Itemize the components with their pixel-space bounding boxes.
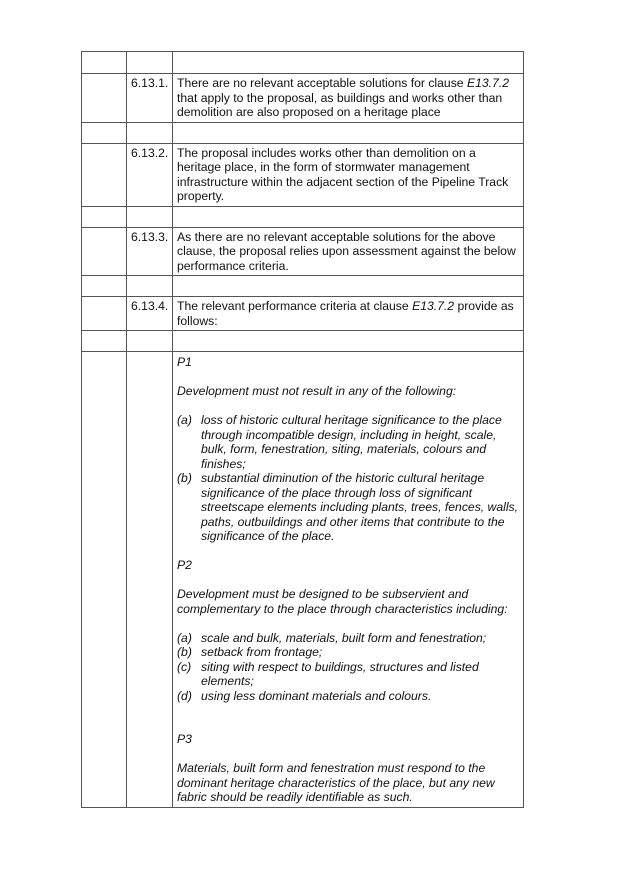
spacer-row [82, 52, 524, 74]
spacer-row [82, 331, 524, 352]
list-item: (a) scale and bulk, materials, built form and fenestration; [177, 630, 487, 645]
list-item: (b) setback from frontage; [177, 645, 323, 659]
list-item: (a) loss of historic cultural heritage significance to the place through incompatible design, including in height, scale, bulk, form, fenestration, siting, materials, colours and finishes; [177, 413, 502, 471]
criterion-intro: Development must not result in any of the following: [177, 384, 457, 398]
clause-text: The proposal includes works other than demolition on a heritage place, in the form of stormwater management infrastructure within the adjacent section of the Pipeline Track property. [173, 143, 524, 206]
list-item: (d) using less dominant materials and colours. [177, 688, 432, 703]
spacer-row [82, 276, 524, 297]
clause-row-6-13-1 [82, 74, 524, 123]
clause-row-6-13-4 [82, 297, 524, 331]
clause-number: 6.13.3. [127, 227, 173, 276]
spacer-row [82, 122, 524, 143]
criterion-heading-p3: P3 [177, 732, 192, 746]
clause-table [81, 51, 524, 808]
list-item: (b) substantial diminution of the historic cultural heritage significance of the place through loss of significant streetscape elements including plants, trees, fences, walls, paths, outbuildings and other items that contribute to the significance of the place. [177, 471, 519, 543]
clause-row-6-13-2 [82, 143, 524, 206]
spacer-row [82, 206, 524, 227]
criterion-heading-p1: P1 [177, 355, 192, 369]
clause-row-6-13-3 [82, 227, 524, 276]
clause-text: The relevant performance criteria at clause E13.7.2 provide as follows: [173, 297, 524, 331]
clause-number: 6.13.2. [127, 143, 173, 206]
list-item: (c) siting with respect to buildings, structures and listed elements; [177, 659, 479, 688]
criteria-row [82, 352, 524, 808]
clause-reference: E13.7.2 [412, 299, 455, 313]
criterion-heading-p2: P2 [177, 558, 192, 572]
clause-number: 6.13.4. [127, 297, 173, 331]
clause-text: There are no relevant acceptable solutions for clause E13.7.2 that apply to the proposal, as buildings and works other than demolition are also proposed on a heritage place [173, 74, 524, 123]
criterion-intro: Development must be designed to be subservient and complementary to the place through characteristics including: [177, 587, 508, 616]
criterion-intro: Materials, built form and fenestration must respond to the dominant heritage characteristics of the place, but any new fabric should be readily identifiable as such. [177, 761, 495, 804]
clause-text: As there are no relevant acceptable solutions for the above clause, the proposal relies upon assessment against the below performance criteria. [173, 227, 524, 276]
clause-number: 6.13.1. [127, 74, 173, 123]
performance-criteria [173, 352, 524, 808]
clause-reference: E13.7.2 [466, 76, 509, 90]
